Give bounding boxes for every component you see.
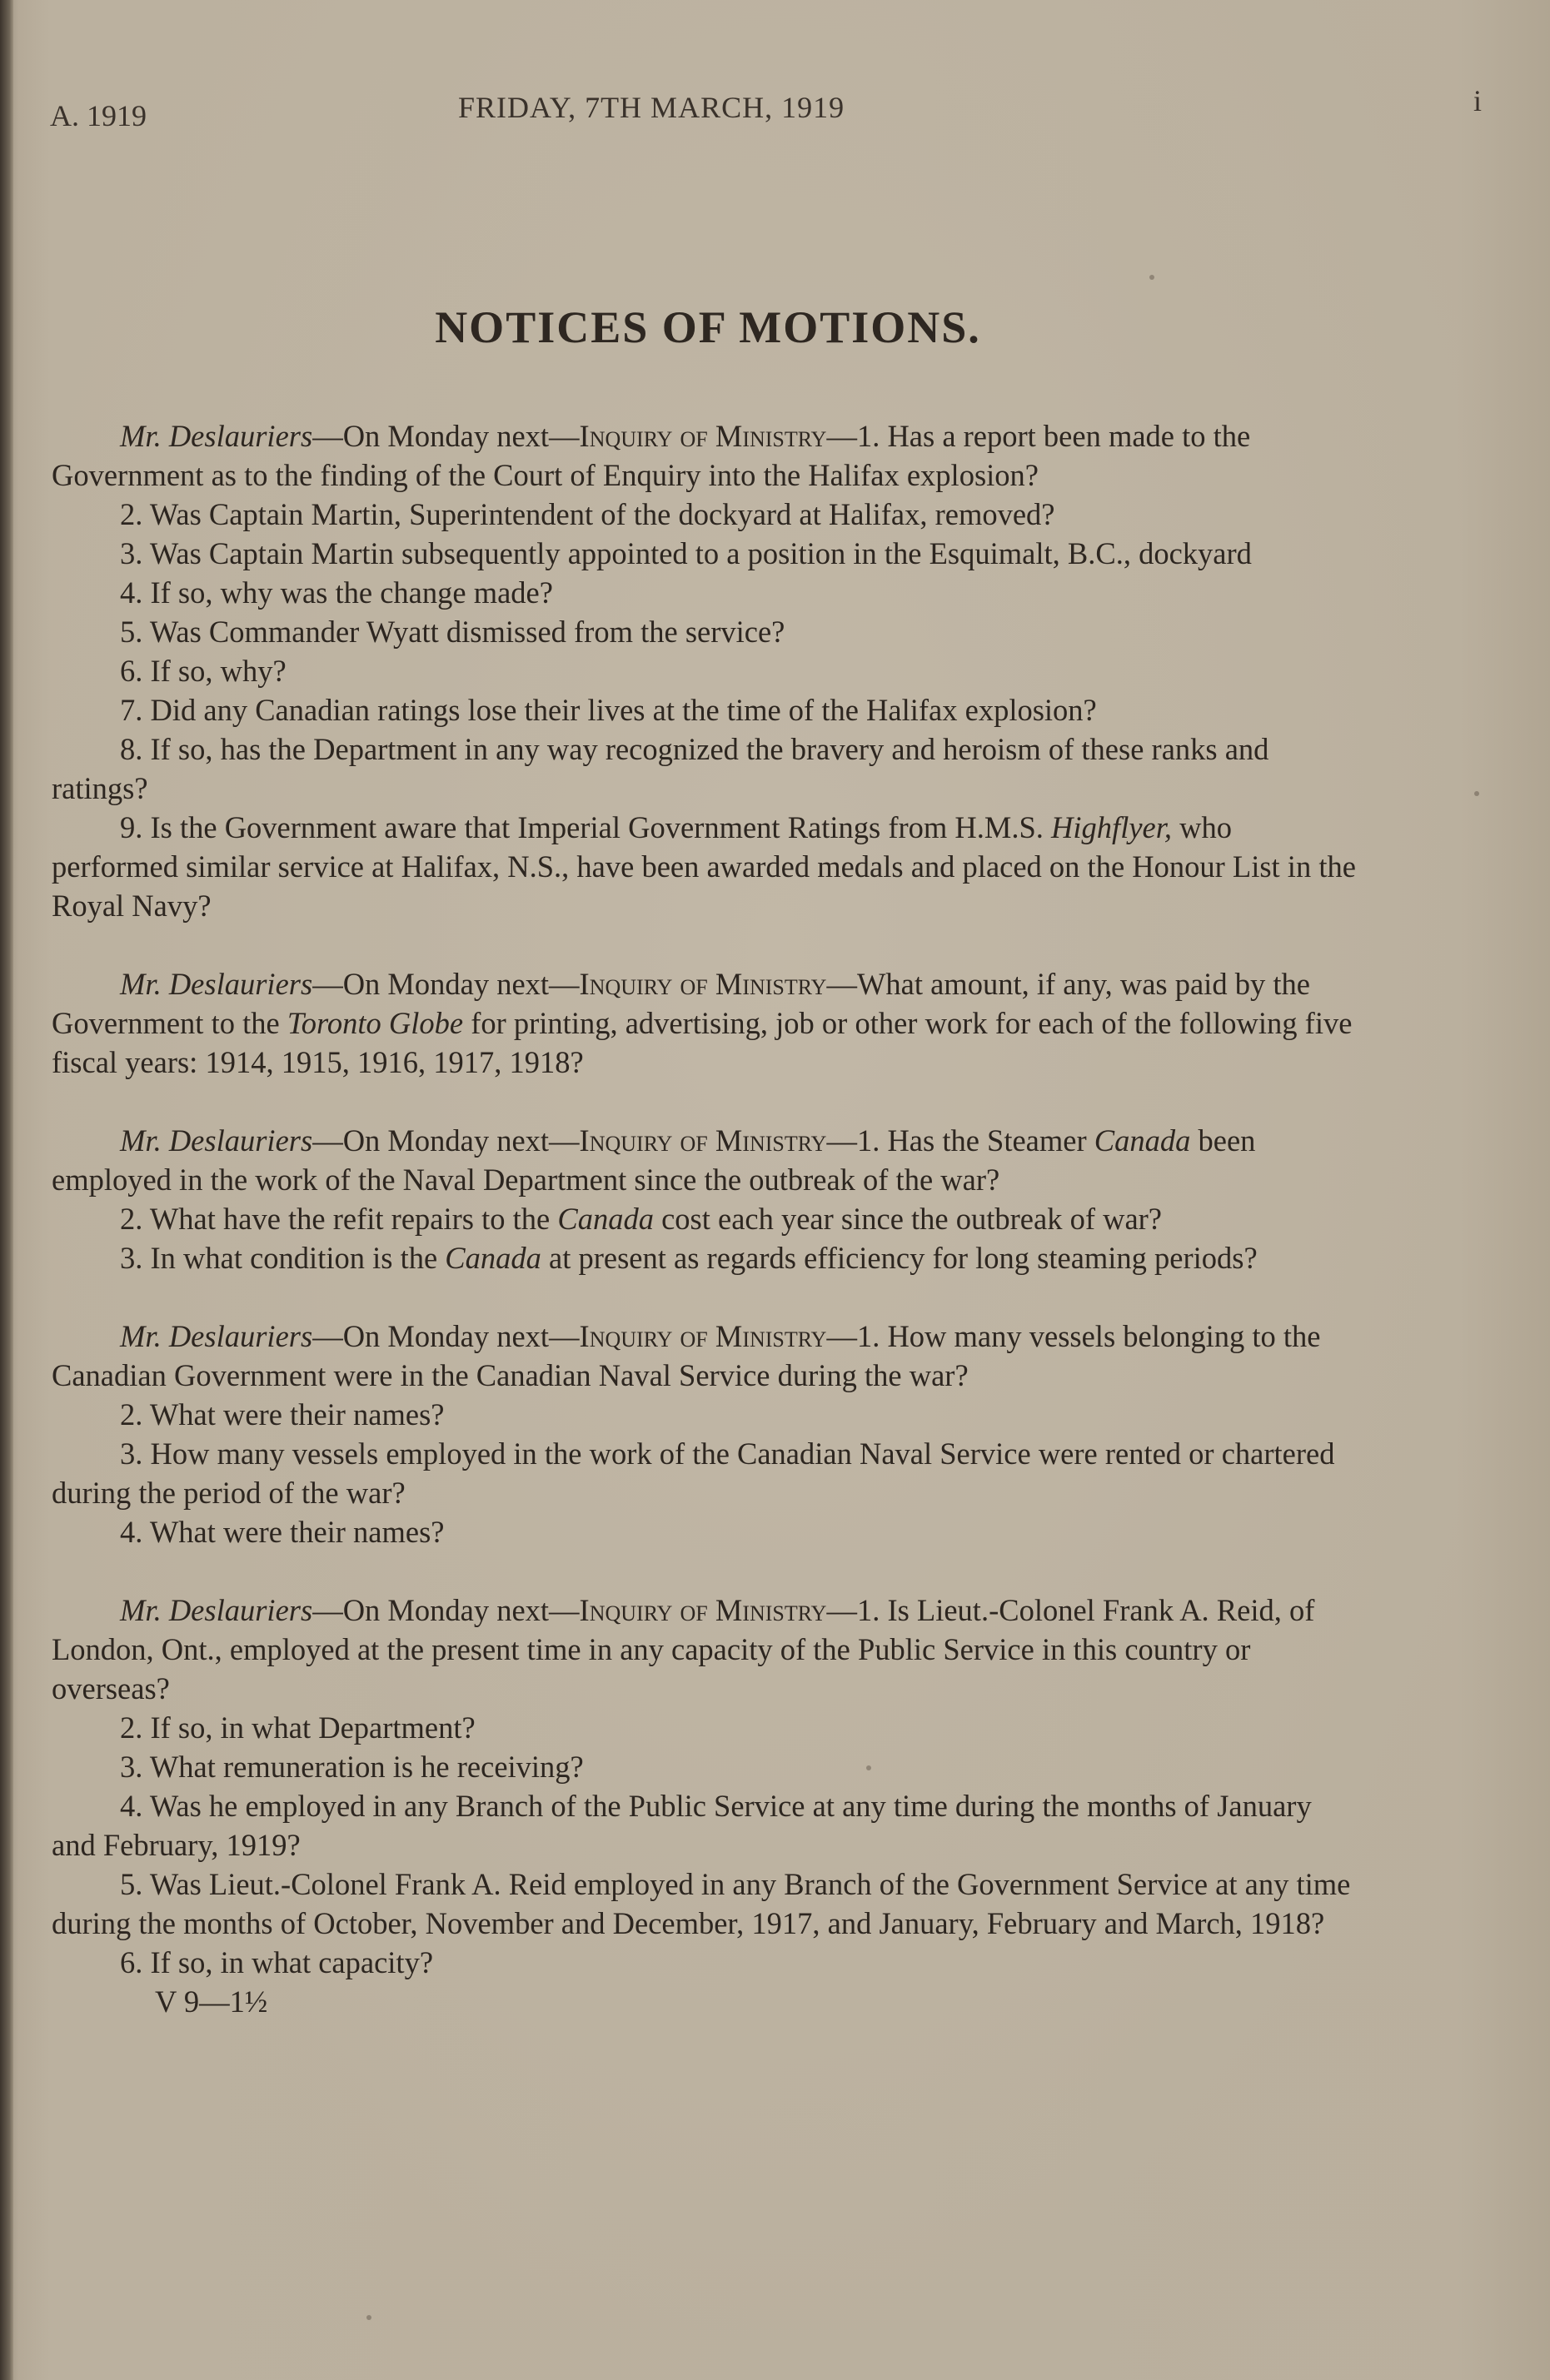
motion-kind: Inquiry of Ministry [579,1319,827,1353]
sheet-signature: V 9—1½ [155,1984,268,2019]
motion-kind: Inquiry of Ministry [579,419,827,453]
question-item: 8. If so, has the Department in any way recognized the bravery and heroism of these ranks and ratings? [52,732,1269,805]
question-item: 4. If so, why was the change made? [120,575,553,610]
question-item: 3. How many vessels employed in the work of the Canadian Naval Service were rented or chartered during the period of the war? [52,1436,1335,1510]
motion-4 [52,1317,1361,1551]
question-item: 4. Was he employed in any Branch of the Public Service at any time during the months of January and February, 1919? [52,1789,1312,1862]
question-item: 2. What were their names? [120,1397,445,1431]
motion-3 [52,1121,1361,1277]
question-item: 9. Is the Government aware that Imperial Government Ratings from H.M.S. Highflyer, who performed similar service at Halifax, N.S., have been awarded medals and placed on the Honour List in the Royal Navy? [52,810,1356,923]
running-head [50,84,1500,140]
motion-paragraph: Mr. Deslauriers—On Monday next—Inquiry of Ministry—1. Has the Steamer Canada been employed in the work of the Naval Department since the outbreak of the war? [52,1123,1256,1197]
member-name: Mr. Deslauriers [120,1123,313,1158]
question-item: 3. In what condition is the Canada at present as regards efficiency for long steaming periods? [120,1241,1258,1275]
page-title: NOTICES OF MOTIONS. [435,302,981,352]
paper-speck [1149,275,1154,280]
motion-kind: Inquiry of Ministry [579,967,827,1001]
motion-paragraph: Mr. Deslauriers—On Monday next—Inquiry of Ministry—1. Has a report been made to the Government as to the finding of the Court of Enquiry into the Halifax explosion? [52,419,1251,492]
paper-speck [1474,791,1479,796]
motion-kind: Inquiry of Ministry [579,1123,827,1158]
question-item: 6. If so, why? [120,654,287,688]
page-binding-edge [0,0,13,2380]
motion-paragraph: Mr. Deslauriers—On Monday next—Inquiry of Ministry—What amount, if any, was paid by the Government to the Toronto Globe for printing, advertising, job or other work for each of the following five fiscal years: 1914, 1915, 1916, 1917, 1918? [52,967,1353,1079]
motion-kind: Inquiry of Ministry [579,1593,827,1627]
question-item: 7. Did any Canadian ratings lose their lives at the time of the Halifax explosion? [120,693,1097,727]
member-name: Mr. Deslauriers [120,1319,313,1353]
ship-name: Highflyer, [1051,810,1173,844]
question-item: 4. What were their names? [120,1515,445,1549]
notices-body [52,416,1361,2021]
question-item: 2. What have the refit repairs to the Canada cost each year since the outbreak of war? [120,1202,1163,1236]
motion-5 [52,1591,1361,1982]
motion-paragraph: Mr. Deslauriers—On Monday next—Inquiry of Ministry—1. How many vessels belonging to the Canadian Government were in the Canadian Naval Service during the war? [52,1319,1321,1392]
question-item: 2. Was Captain Martin, Superintendent of the dockyard at Halifax, removed? [120,497,1055,531]
member-name: Mr. Deslauriers [120,419,313,453]
page-date: FRIDAY, 7TH MARCH, 1919 [458,91,845,124]
sessional-year: A. 1919 [50,99,147,132]
paper-speck [366,2315,371,2320]
page-number: i [1473,84,1482,117]
question-item: 5. Was Commander Wyatt dismissed from the service? [120,615,785,649]
ship-name: Canada [557,1202,654,1236]
member-name: Mr. Deslauriers [120,1593,313,1627]
motion-2 [52,964,1361,1082]
question-item: 5. Was Lieut.-Colonel Frank A. Reid employed in any Branch of the Government Service at any time during the months of October, November and December, 1917, and January, February and March, 1918? [52,1867,1351,1940]
question-item: 3. What remuneration is he receiving? [120,1750,584,1784]
question-item: 3. Was Captain Martin subsequently appointed to a position in the Esquimalt, B.C., dockyard [120,536,1252,570]
motion-1 [52,416,1361,925]
ship-name: Canada [1094,1123,1191,1158]
question-item: 2. If so, in what Department? [120,1710,476,1745]
member-name: Mr. Deslauriers [120,967,313,1001]
motion-paragraph: Mr. Deslauriers—On Monday next—Inquiry of Ministry—1. Is Lieut.-Colonel Frank A. Reid, of London, Ont., employed at the present time in any capacity of the Public Service in this country or overseas? [52,1593,1315,1705]
ship-name: Canada [445,1241,541,1275]
question-item: 6. If so, in what capacity? [120,1945,434,1979]
paper-speck [866,1765,871,1770]
newspaper-name: Toronto Globe [287,1006,464,1040]
